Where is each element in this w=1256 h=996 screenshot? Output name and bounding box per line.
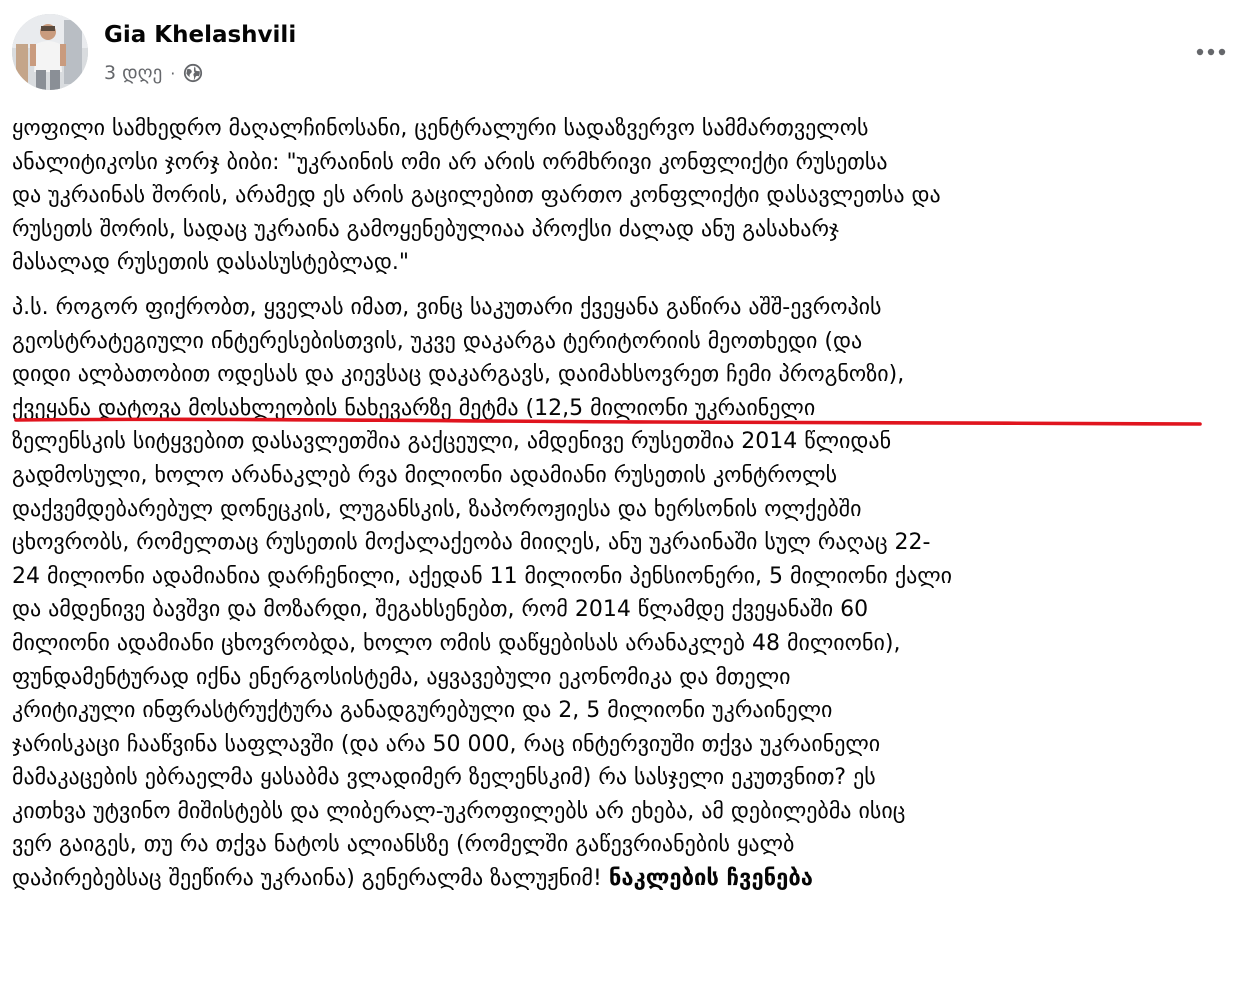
avatar[interactable] xyxy=(12,14,88,90)
globe-icon[interactable] xyxy=(183,63,203,83)
post-paragraph-2-text: პ.ს. როგორ ფიქრობთ, ყველას იმათ, ვინც საკუთარი ქვეყანა გაწირა აშშ-ევროპის გეოსტრატეგიული ინტერესებისთვის, უკვე დაკარგა ტერიტორიის მეოთხედი (და დიდი ალბათობით ოდესას და კიევსაც დაკარგავს, დაიმახსოვრეთ ჩემი პროგნოზი), ქვეყანა დატოვა მოსახლეობის ნახევარზე მეტმა (12,5 მილიონი უკრაინელი ზელენსკის სიტყვებით დასავლეთშია გაქცეული, ამდენივე რუსეთშია 2014 წლიდან გადმოსული, ხოლო არანაკლებ რვა მილიონი ადამიანი რუსეთის კონტროლს დაქვემდებარებულ დონეცკის, ლუგანსკის, ზაპოროჟიესა და ხერსონის ოლქებში ცხოვრობს, რომელთაც რუსეთის მოქალაქეობა მიიღეს, ანუ უკრაინაში სულ რაღაც 22- 24 მილიონი ადამიანია დარჩენილი, აქედან 11 მილიონი პენსიონერი, 5 მილიონი ქალი და ამდენივე ბავშვი და მოზარდი, შეგახსენებთ, რომ 2014 წლამდე ქვეყანაში 60 მილიონი ადამიანი ცხოვრობდა, ხოლო ომის დაწყებისას არანაკლებ 48 მილიონი), ფუნდამენტურად იქნა ენერგოსისტემა, აყვავებული ეკონომიკა და მთელი კრიტიკული ინფრასტრუქტურა განადგურებული და 2, 5 მილიონი უკრაინელი ჯარისკაცი ჩააწვინა საფლავში (და არა 50 000, რაც ინტერვიუში თქვა უკრაინელი მამაკაცების ებრაელმა ყასაბმა ვლადიმერ ზელენსკიმ) რა სასჯელი ეკუთვნით? ეს კითხვა უტვინო მიშისტებს და ლიბერალ-უკროფილებს არ ეხება, ამ დებილებმა ისიც ვერ გაიგეს, თუ რა თქვა ნატოს ალიანსზე (რომელში გაწევრიანების ყალბ დაპირებებსაც შეეწირა უკრაინა) გენერალმა ზალუჟნიმ! xyxy=(12,294,953,892)
avatar-photo xyxy=(12,14,88,90)
see-less-link[interactable]: ნაკლების ჩვენება xyxy=(608,866,813,892)
post-body xyxy=(12,112,1248,896)
post-paragraph-2 xyxy=(12,291,1248,896)
post-header xyxy=(0,0,1256,100)
author-name[interactable]: Gia Khelashvili xyxy=(104,22,297,48)
more-horizontal-icon xyxy=(1196,48,1226,56)
post-meta xyxy=(104,60,203,86)
post-timestamp[interactable]: 3 დღე xyxy=(104,62,163,84)
meta-separator: · xyxy=(170,63,176,83)
post-paragraph-1: ყოფილი სამხედრო მაღალჩინოსანი, ცენტრალური სადაზვერვო სამმართველოს ანალიტიკოსი ჯორჯ ბიბი: "უკრაინის ომი არ არის ორმხრივი კონფლიქტი რუსეთსა და უკრაინას შორის, არამედ ეს არის გაცილებით ფართო კონფლიქტი დასავლეთსა და რუსეთს შორის, სადაც უკრაინა გამოყენებულიაა პროქსი ძალად ანუ გასახარჯ მასალად რუსეთის დასასუსტებლად." xyxy=(12,116,941,276)
more-options-button[interactable] xyxy=(1184,34,1238,70)
